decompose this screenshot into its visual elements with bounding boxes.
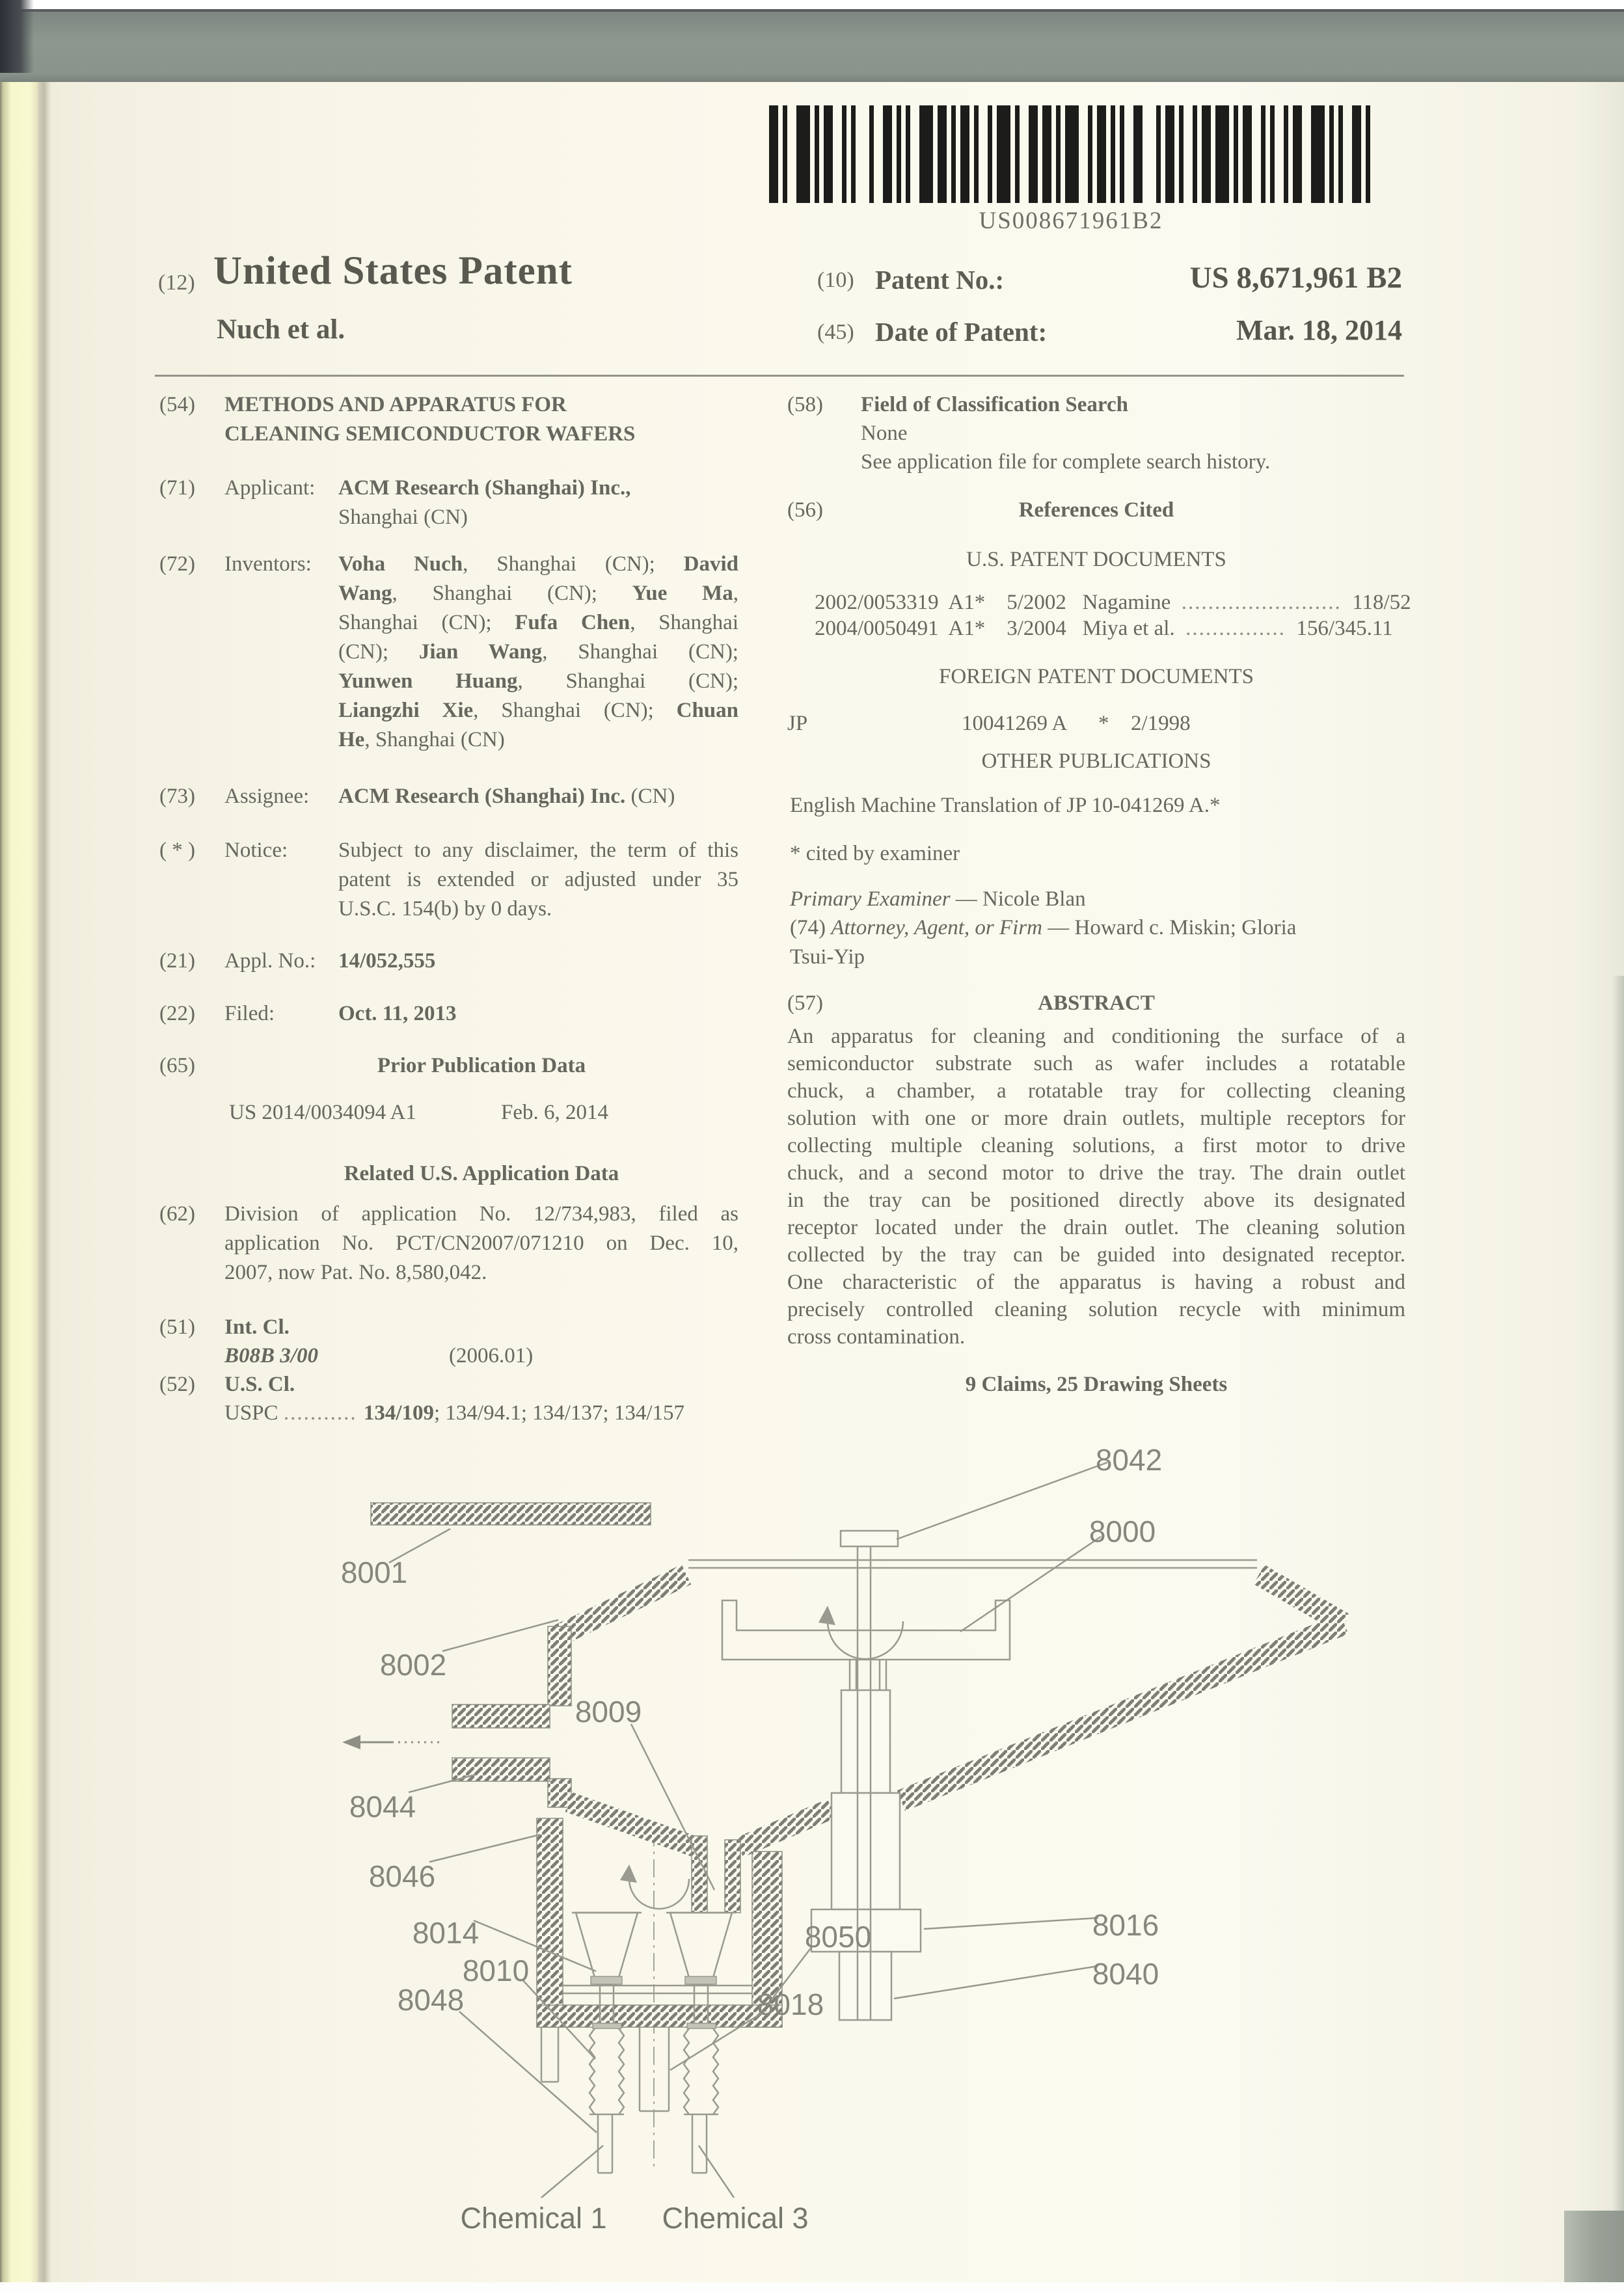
chamber-funnel bbox=[569, 1802, 697, 1848]
barcode-number: US008671961B2 bbox=[979, 208, 1163, 234]
patent-no-label: Patent No.: bbox=[875, 265, 1005, 295]
foreign-docs-heading: FOREIGN PATENT DOCUMENTS bbox=[938, 665, 1254, 688]
tag-72: (72) bbox=[159, 552, 195, 576]
receptor-funnel bbox=[670, 1913, 732, 1984]
figure-label-8009: 8009 bbox=[575, 1695, 642, 1729]
tag-71: (71) bbox=[159, 476, 195, 500]
uspc-line: USPC ........... 134/109; 134/94.1; 134/137; 134/157 bbox=[224, 1401, 684, 1425]
assignee-value: ACM Research (Shanghai) Inc. (CN) bbox=[338, 785, 675, 808]
int-cl-class: B08B 3/00 bbox=[224, 1344, 318, 1367]
chamber-wall bbox=[548, 1626, 571, 1706]
int-cl-year: (2006.01) bbox=[449, 1344, 534, 1367]
us-patent-doc-row bbox=[815, 588, 1411, 617]
chamber-funnel bbox=[739, 1809, 832, 1848]
rotation-arrow bbox=[828, 1621, 903, 1659]
page-edge-curl bbox=[0, 82, 38, 2290]
chamber-wall bbox=[548, 1779, 571, 1807]
scanner-band bbox=[0, 9, 1624, 85]
applicant-label: Applicant: bbox=[224, 476, 316, 500]
chamber-wall bbox=[901, 1624, 1344, 1801]
references-cited-heading: References Cited bbox=[1018, 498, 1174, 522]
lid-bar bbox=[371, 1503, 651, 1525]
figure-label-8016: 8016 bbox=[1092, 1908, 1159, 1942]
other-publication-line: English Machine Translation of JP 10-041269 A.* bbox=[790, 794, 1221, 817]
tag-51: (51) bbox=[159, 1315, 195, 1339]
assignee-label: Assignee: bbox=[224, 785, 310, 808]
patent-no-tag: (10) bbox=[817, 268, 854, 292]
tag-22: (22) bbox=[159, 1002, 195, 1025]
figure-label-8001: 8001 bbox=[340, 1556, 408, 1589]
tag-57: (57) bbox=[787, 991, 823, 1015]
doc-star: * bbox=[974, 617, 986, 640]
field-search-heading: Field of Classification Search bbox=[861, 393, 1128, 416]
foreign-number: 10041269 A bbox=[962, 712, 1068, 735]
tag-56: (56) bbox=[787, 498, 823, 522]
figure-label-chemical-3: Chemical 3 bbox=[662, 2202, 809, 2235]
tag-52: (52) bbox=[159, 1373, 195, 1396]
foreign-star: * bbox=[1098, 712, 1109, 735]
attorney-line: (74) Attorney, Agent, or Firm — Howard c. Miskin; Gloria Tsui-Yip bbox=[790, 916, 1297, 969]
kind-code-number: (12) bbox=[158, 271, 195, 295]
inventors-label: Inventors: bbox=[224, 552, 312, 576]
figure-label-8018: 8018 bbox=[757, 1987, 824, 2021]
tag-58: (58) bbox=[787, 393, 823, 416]
drain-pipe-wall bbox=[452, 1704, 550, 1728]
flow-arrow bbox=[342, 1735, 360, 1749]
scanner-band-shadow bbox=[0, 0, 34, 73]
date-tag: (45) bbox=[817, 320, 854, 344]
doc-date: 5/2002 bbox=[1007, 591, 1066, 614]
page-crease bbox=[38, 82, 52, 2282]
receptor-wall bbox=[537, 1818, 563, 2027]
figure-label-8010: 8010 bbox=[462, 1954, 530, 1987]
notice-label: Notice: bbox=[224, 839, 288, 862]
tag-21: (21) bbox=[159, 949, 195, 973]
chamber-wall bbox=[558, 1574, 686, 1636]
tag-62: (62) bbox=[159, 1202, 195, 1226]
figure-label-8042: 8042 bbox=[1095, 1443, 1163, 1477]
lower-shaft bbox=[839, 1952, 891, 2020]
shaft-sleeve bbox=[832, 1793, 900, 1909]
page-right-edge bbox=[1612, 976, 1624, 2282]
figure-label-8014: 8014 bbox=[412, 1916, 480, 1950]
us-cl-label: U.S. Cl. bbox=[224, 1373, 295, 1396]
bellows bbox=[684, 2028, 689, 2114]
applicant-value: ACM Research (Shanghai) Inc., Shanghai (CN) bbox=[338, 476, 631, 529]
figure-label-chemical-1: Chemical 1 bbox=[460, 2202, 607, 2235]
figure-label-8048: 8048 bbox=[397, 1983, 465, 2017]
prior-publication-heading: Prior Publication Data bbox=[377, 1054, 586, 1077]
figure-label-8002: 8002 bbox=[379, 1648, 447, 1682]
figure-label-8040: 8040 bbox=[1092, 1957, 1159, 1991]
int-cl-label: Int. Cl. bbox=[224, 1315, 290, 1339]
appl-no-value: 14/052,555 bbox=[338, 949, 436, 973]
patent-no-value: US 8,671,961 B2 bbox=[1189, 261, 1402, 295]
appl-no-label: Appl. No.: bbox=[224, 949, 316, 973]
barcode bbox=[769, 105, 1373, 203]
field-search-none: None bbox=[861, 422, 908, 445]
doc-leader-dots: ............... bbox=[1185, 617, 1286, 640]
tag-notice: ( * ) bbox=[159, 839, 195, 862]
doc-star: * bbox=[974, 591, 986, 614]
header-rule bbox=[155, 375, 1404, 377]
date-value: Mar. 18, 2014 bbox=[1236, 314, 1402, 346]
notice-value: Subject to any disclaimer, the term of this patent is extended or adjusted under 35 U.S.C. 154(b) by 0 days. bbox=[338, 839, 738, 921]
figure-label-8050: 8050 bbox=[804, 1920, 872, 1954]
other-publications-heading: OTHER PUBLICATIONS bbox=[981, 749, 1211, 773]
figure-label-8046: 8046 bbox=[368, 1859, 436, 1893]
tag-65: (65) bbox=[159, 1054, 195, 1077]
chamber-wall bbox=[1259, 1574, 1344, 1624]
tag-73: (73) bbox=[159, 785, 195, 808]
doc-number: 2004/0050491 bbox=[815, 617, 939, 640]
inventors-value: Voha Nuch, Shanghai (CN); David Wang, Shanghai (CN); Yue Ma, Shanghai (CN); Fufa Chen, Shanghai (CN); Jian Wang, Shanghai (CN); Yunwen Huang, Shanghai (CN); Liangzhi Xie, Shanghai (CN); Chuan He, Shanghai (CN) bbox=[338, 552, 739, 751]
rotation-arrow bbox=[629, 1879, 689, 1909]
drain-tube-wall bbox=[725, 1840, 740, 1913]
field-search-note: See application file for complete search history. bbox=[861, 450, 1271, 474]
figure-label-8044: 8044 bbox=[349, 1790, 416, 1824]
doc-class: 118/52 bbox=[1352, 591, 1411, 614]
doc-kind: A1 bbox=[948, 617, 975, 640]
related-data-heading: Related U.S. Application Data bbox=[344, 1162, 619, 1185]
bellows bbox=[589, 2028, 595, 2114]
scanner-corner bbox=[1564, 2211, 1624, 2282]
invention-title: METHODS AND APPARATUS FOR CLEANING SEMICONDUCTOR WAFERS bbox=[224, 393, 636, 446]
shaft-upper-tube bbox=[841, 1690, 890, 1793]
figure-label-8000: 8000 bbox=[1089, 1515, 1156, 1548]
doc-leader-dots: ........................ bbox=[1181, 591, 1342, 614]
patent-figure bbox=[280, 1412, 1399, 2257]
claims-line: 9 Claims, 25 Drawing Sheets bbox=[965, 1373, 1228, 1396]
doc-class: 156/345.11 bbox=[1296, 617, 1393, 640]
doc-date: 3/2004 bbox=[1007, 617, 1066, 640]
filed-value: Oct. 11, 2013 bbox=[338, 1002, 457, 1025]
foreign-date: 2/1998 bbox=[1131, 712, 1191, 735]
us-patent-doc-row bbox=[815, 614, 1407, 643]
abstract-text: An apparatus for cleaning and conditioning the surface of a semiconductor substrate such as wafer includes a rotatable chuck, a chamber, a rotatable tray for collecting cleaning solution with one or more drain outlets, multiple receptors for collecting multiple cleaning solutions, a first motor to drive chuck, and a second motor to drive the tray. The drain outlet in the tray can be positioned directly above its designated receptor located under the drain outlet. The cleaning solution collected by the tray can be guided into designated receptor. One characteristic of the apparatus is having a robust and precisely controlled cleaning solution recycle with minimum cross contamination. bbox=[787, 1025, 1405, 1349]
inventor-short-name: Nuch et al. bbox=[217, 314, 345, 345]
foreign-country: JP bbox=[787, 712, 808, 735]
page-bottom-edge bbox=[0, 2282, 1624, 2290]
prior-publication-number: US 2014/0034094 A1 bbox=[229, 1101, 416, 1124]
shaft-cap bbox=[841, 1531, 898, 1546]
abstract-heading: ABSTRACT bbox=[1038, 991, 1155, 1015]
cited-by-examiner-line: * cited by examiner bbox=[790, 842, 960, 865]
doc-number: 2002/0053319 bbox=[815, 591, 939, 614]
doc-name: Miya et al. bbox=[1082, 617, 1175, 640]
prior-publication-date: Feb. 6, 2014 bbox=[501, 1101, 608, 1124]
page-title: United States Patent bbox=[213, 249, 573, 293]
tag-54: (54) bbox=[159, 393, 195, 416]
doc-name: Nagamine bbox=[1082, 591, 1171, 614]
division-text: Division of application No. 12/734,983, filed as application No. PCT/CN2007/071210 on Dec. 10, 2007, now Pat. No. 8,580,042. bbox=[224, 1202, 738, 1284]
primary-examiner-line: Primary Examiner — Nicole Blan bbox=[790, 887, 1086, 911]
wafer-chuck bbox=[722, 1600, 1010, 1660]
doc-kind: A1 bbox=[948, 591, 975, 614]
us-patent-docs-heading: U.S. PATENT DOCUMENTS bbox=[966, 548, 1226, 571]
receptor-funnel bbox=[576, 1913, 638, 1984]
filed-label: Filed: bbox=[224, 1002, 275, 1025]
bellows bbox=[619, 2028, 624, 2114]
date-label: Date of Patent: bbox=[875, 317, 1048, 347]
